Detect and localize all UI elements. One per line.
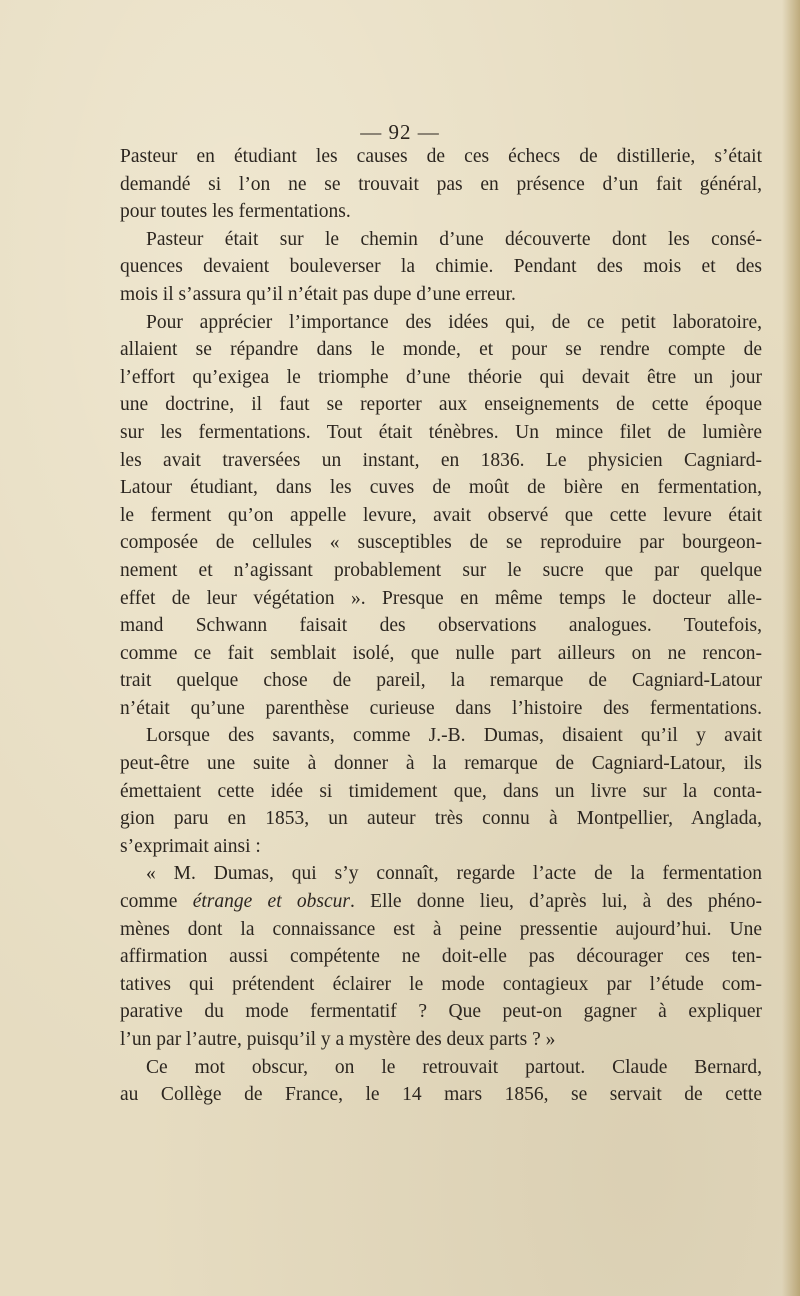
text-line: le ferment qu’on appelle levure, avait observé que cette levure était bbox=[120, 504, 762, 526]
text-line: émettaient cette idée si timidement que, dans un livre sur la conta- bbox=[120, 780, 762, 802]
text-line: l’effort qu’exigea le triomphe d’une théorie qui devait être un jour bbox=[120, 366, 762, 388]
text-line: mois il s’assura qu’il n’était pas dupe d’une erreur. bbox=[120, 283, 516, 305]
text-run: . Elle donne lieu, d’après lui, à des phéno- bbox=[349, 891, 762, 913]
text-line: mènes dont la connaissance est à peine pressentie aujourd’hui. Une bbox=[120, 918, 762, 940]
text-line: sur les fermentations. Tout était ténèbres. Un mince filet de lumière bbox=[120, 421, 762, 443]
text-line: trait quelque chose de pareil, la remarque de Cagniard-Latour bbox=[120, 670, 762, 692]
text-line-with-italic bbox=[120, 888, 762, 916]
text-line: effet de leur végétation ». Presque en même temps le docteur alle- bbox=[120, 587, 762, 609]
page-edge-shadow bbox=[782, 0, 800, 1296]
text-run: comme bbox=[120, 891, 193, 913]
text-line: Pour apprécier l’importance des idées qui, de ce petit laboratoire, bbox=[146, 311, 762, 333]
text-line: gion paru en 1853, un auteur très connu à Montpellier, Anglada, bbox=[120, 808, 762, 830]
text-line: nement et n’agissant probablement sur le sucre que par quelque bbox=[120, 559, 762, 581]
text-line: Lorsque des savants, comme J.-B. Dumas, disaient qu’il y avait bbox=[146, 725, 762, 747]
text-line: Pasteur était sur le chemin d’une découverte dont les consé- bbox=[146, 228, 762, 250]
text-line: quences devaient bouleverser la chimie. Pendant des mois et des bbox=[120, 256, 762, 278]
text-line: les avait traversées un instant, en 1836. Le physicien Cagniard- bbox=[120, 449, 762, 471]
text-line: s’exprimait ainsi : bbox=[120, 835, 261, 857]
text-line: au Collège de France, le 14 mars 1856, se servait de cette bbox=[120, 1084, 762, 1106]
text-line: composée de cellules « susceptibles de se reproduire par bourgeon- bbox=[120, 532, 762, 554]
text-line: Pasteur en étudiant les causes de ces échecs de distillerie, s’était bbox=[120, 146, 762, 167]
text-line: n’était qu’une parenthèse curieuse dans l’histoire des fermentations. bbox=[120, 697, 762, 719]
text-line: Latour étudiant, dans les cuves de moût de bière en fermentation, bbox=[120, 477, 762, 499]
text-line: affirmation aussi compétente ne doit-elle pas décourager ces ten- bbox=[120, 946, 762, 968]
text-line: une doctrine, il faut se reporter aux enseignements de cette époque bbox=[120, 394, 762, 416]
text-line: l’un par l’autre, puisqu’il y a mystère des deux parts ? » bbox=[120, 1029, 556, 1050]
text-line: Ce mot obscur, on le retrouvait partout. Claude Bernard, bbox=[146, 1056, 762, 1078]
text-line: « M. Dumas, qui s’y connaît, regarde l’acte de la fermentation bbox=[146, 863, 762, 885]
text-line: demandé si l’on ne se trouvait pas en présence d’un fait général, bbox=[120, 173, 762, 195]
text-line: pour toutes les fermentations. bbox=[120, 201, 351, 223]
text-line: parative du mode fermentatif ? Que peut-on gagner à expliquer bbox=[120, 1001, 762, 1023]
text-line: allaient se répandre dans le monde, et pour se rendre compte de bbox=[120, 339, 762, 361]
body-text bbox=[120, 143, 762, 1109]
text-line: mand Schwann faisait des observations analogues. Toutefois, bbox=[120, 615, 762, 637]
text-line: peut-être une suite à donner à la remarque de Cagniard-Latour, ils bbox=[120, 753, 762, 775]
page-number: — 92 — bbox=[360, 120, 440, 144]
text-line: tatives qui prétendent éclairer le mode contagieux par l’étude com- bbox=[120, 973, 762, 995]
italic-text-run: étrange et obscur bbox=[192, 891, 350, 913]
text-line: comme ce fait semblait isolé, que nulle part ailleurs on ne rencon- bbox=[120, 642, 762, 664]
